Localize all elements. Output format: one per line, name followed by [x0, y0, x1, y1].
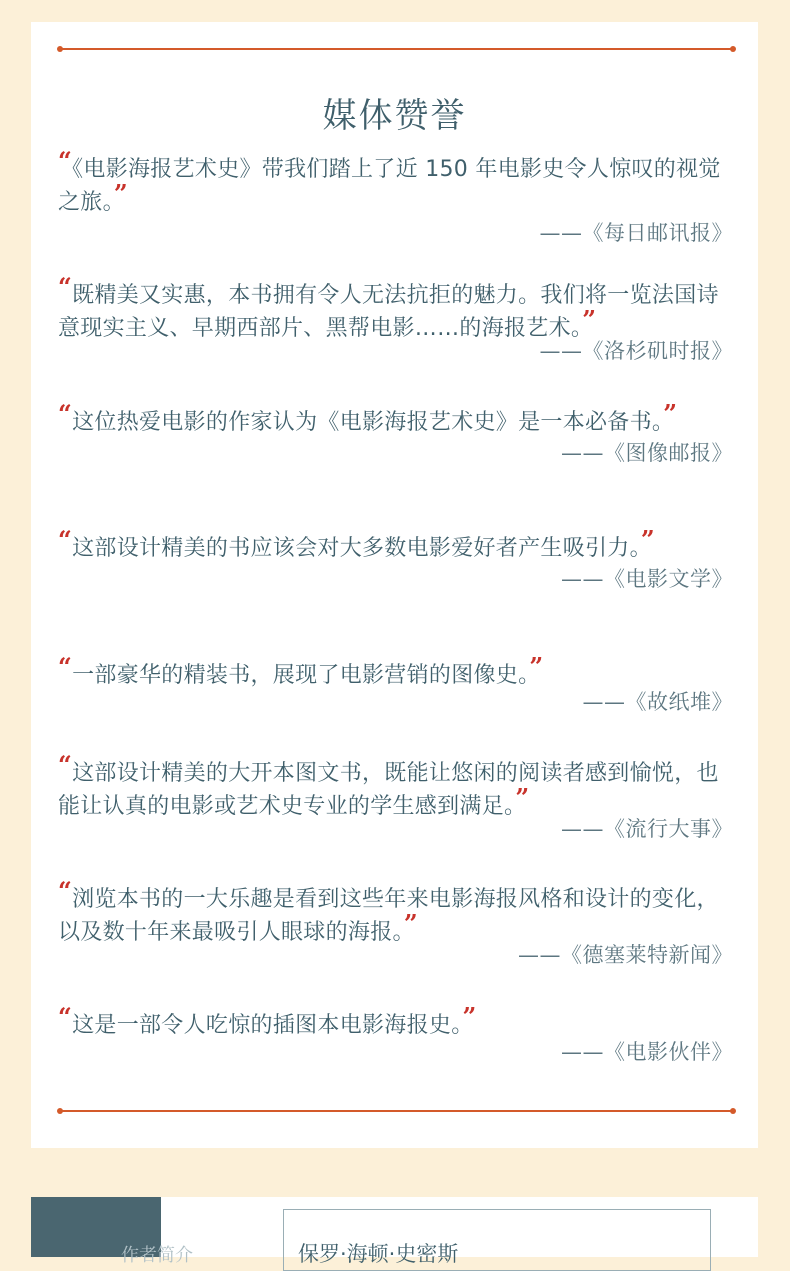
close-quote-mark: ”	[663, 399, 678, 428]
author-info-box	[283, 1209, 711, 1271]
open-quote-mark: “	[58, 399, 73, 428]
review-text: 这部设计精美的书应该会对大多数电影爱好者产生吸引力。	[72, 536, 641, 561]
close-quote-mark: ”	[582, 305, 597, 334]
review-source: ——《德塞莱特新闻》	[518, 943, 733, 967]
author-section	[31, 1197, 758, 1266]
review-item	[58, 272, 733, 366]
review-item	[58, 652, 733, 717]
open-quote-mark: “	[58, 146, 73, 175]
close-quote-mark: ”	[403, 909, 418, 938]
open-quote-mark: “	[58, 750, 73, 779]
media-praise-card	[31, 22, 758, 1148]
open-quote-mark: “	[58, 652, 73, 681]
review-quote	[58, 399, 733, 438]
review-source: ——《图像邮报》	[561, 441, 733, 465]
review-source: ——《电影文学》	[561, 567, 733, 591]
close-quote-mark: ”	[113, 179, 129, 208]
review-text: 既精美又实惠，本书拥有令人无法抗拒的魅力。我们将一览法国诗意现实主义、早期西部片、黑帮电影……的海报艺术。	[58, 283, 719, 341]
author-name: 保罗·海顿·史密斯	[298, 1242, 459, 1266]
review-item	[58, 146, 733, 248]
review-item	[58, 399, 733, 468]
review-quote	[58, 750, 733, 822]
review-text: 这位热爱电影的作家认为《电影海报艺术史》是一本必备书。	[72, 410, 664, 435]
review-source: ——《每日邮讯报》	[539, 221, 733, 245]
review-item	[58, 750, 733, 844]
close-quote-mark: ”	[640, 525, 656, 554]
review-quote	[58, 146, 733, 218]
review-quote	[58, 272, 733, 344]
review-source: ——《洛杉矶时报》	[539, 339, 733, 363]
review-text: 这部设计精美的大开本图文书，既能让悠闲的阅读者感到愉悦，也能让认真的电影或艺术史专业的学生感到满足。	[58, 761, 719, 819]
open-quote-mark: “	[58, 525, 73, 554]
close-quote-mark: ”	[515, 783, 530, 812]
review-text: 一部豪华的精装书，展现了电影营销的图像史。	[72, 663, 530, 688]
review-text: 这是一部令人吃惊的插图本电影海报史。	[72, 1013, 463, 1038]
close-quote-mark: ”	[529, 652, 544, 681]
close-quote-mark: ”	[462, 1002, 477, 1031]
review-source: ——《故纸堆》	[582, 690, 733, 714]
review-item	[58, 1002, 733, 1067]
review-text: 浏览本书的一大乐趣是看到这些年来电影海报风格和设计的变化，以及数十年来最吸引人眼球的海报。	[58, 887, 719, 945]
top-divider	[59, 48, 734, 50]
section-title: 媒体赞誉	[322, 96, 467, 136]
bottom-divider	[59, 1110, 734, 1112]
review-quote	[58, 876, 733, 948]
review-source: ——《流行大事》	[561, 817, 733, 841]
review-quote	[58, 525, 733, 564]
review-source: ——《电影伙伴》	[561, 1040, 733, 1064]
review-text: 《电影海报艺术史》带我们踏上了近 150 年电影史令人惊叹的视觉之旅。	[58, 157, 721, 215]
author-tab-label: 作者简介	[121, 1245, 193, 1266]
open-quote-mark: “	[58, 272, 73, 301]
open-quote-mark: “	[58, 1002, 73, 1031]
review-item	[58, 876, 733, 970]
open-quote-mark: “	[58, 876, 73, 905]
review-item	[58, 525, 733, 594]
